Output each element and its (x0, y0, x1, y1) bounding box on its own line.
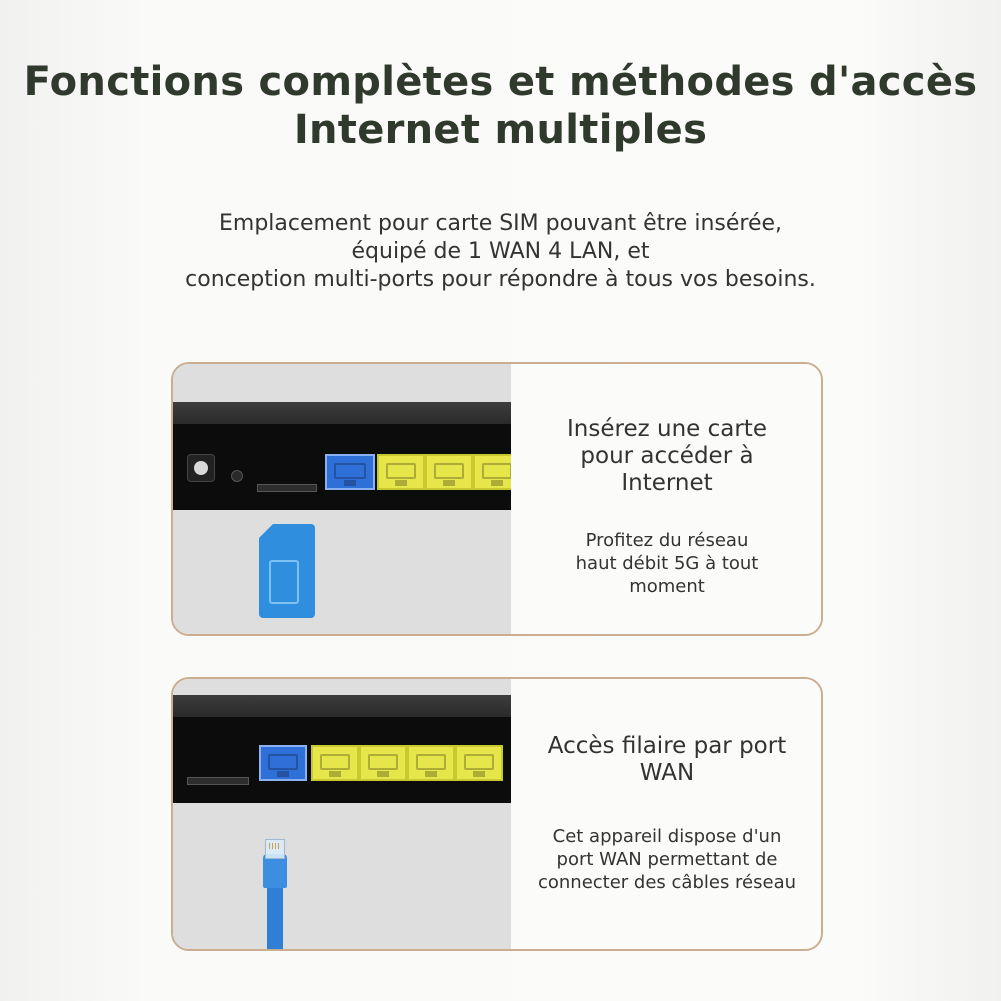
card-description: Cet appareil dispose d'un port WAN permettant de connecter des câbles réseau (537, 826, 797, 893)
router-sim-illustration (173, 364, 511, 634)
page-title (0, 58, 1001, 154)
lan-port-icon (407, 745, 455, 781)
title-line-2: Internet multiples (293, 107, 708, 153)
reset-button-icon (231, 470, 243, 482)
page-subtitle (0, 210, 1001, 294)
lan-port-icon (377, 454, 425, 490)
router-wan-illustration (173, 679, 511, 949)
router-top-panel (173, 695, 511, 717)
card-text-panel (511, 364, 823, 634)
sim-slot-icon (187, 777, 249, 785)
subtitle-line-3: conception multi-ports pour répondre à tous vos besoins. (185, 267, 816, 292)
sim-card-icon (259, 524, 315, 618)
subtitle-line-1: Emplacement pour carte SIM pouvant être insérée, (218, 211, 783, 236)
feature-card-wan (171, 677, 823, 951)
lan-port-icon (425, 454, 473, 490)
power-jack-icon (187, 454, 215, 482)
wan-port-icon (259, 745, 307, 781)
router-back-panel (173, 424, 511, 510)
card-text-panel (511, 679, 823, 949)
lan-port-icon (311, 745, 359, 781)
card-description: Profitez du réseau haut débit 5G à tout moment (575, 530, 759, 597)
feature-card-sim (171, 362, 823, 636)
subtitle-line-2: équipé de 1 WAN 4 LAN, et (351, 239, 650, 264)
router-back-panel (173, 717, 511, 803)
sim-slot-icon (257, 484, 317, 492)
card-heading: Insérez une carte pour accéder à Internet (567, 416, 767, 496)
card-heading: Accès filaire par port WAN (547, 733, 787, 786)
router-top-panel (173, 402, 511, 424)
lan-port-icon (455, 745, 503, 781)
wan-port-icon (325, 454, 375, 490)
title-line-1: Fonctions complètes et méthodes d'accès (23, 59, 978, 105)
lan-port-icon (359, 745, 407, 781)
